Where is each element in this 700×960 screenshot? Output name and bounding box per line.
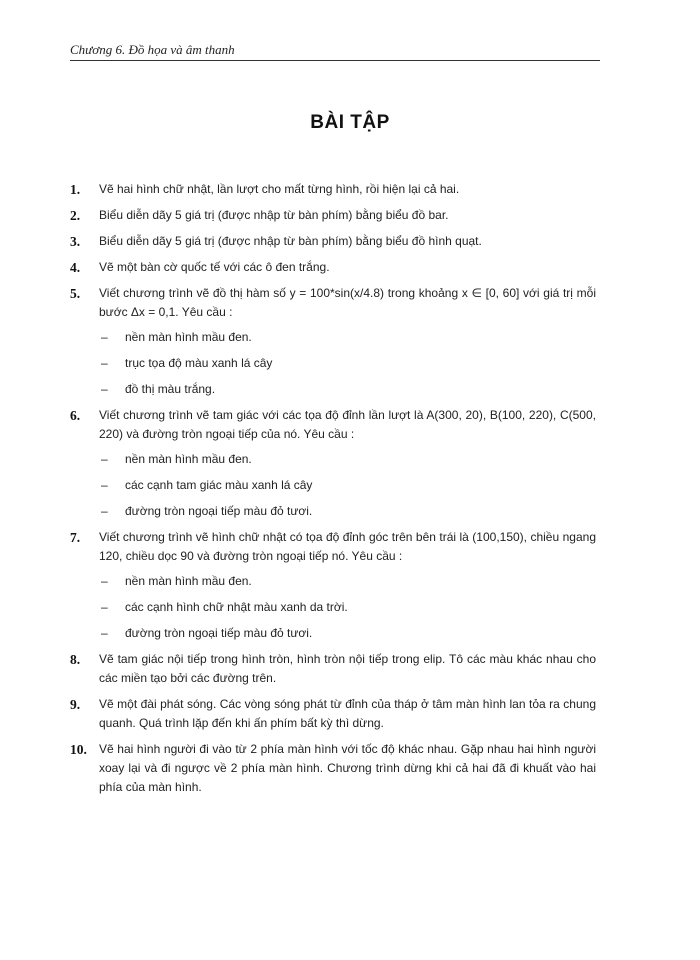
requirement-dash: – [101, 574, 108, 588]
exercise-text: Biểu diễn dãy 5 giá trị (được nhập từ bàn phím) bằng biểu đồ bar. [99, 208, 449, 222]
requirement-item [99, 328, 596, 347]
exercise-text: Viết chương trình vẽ đồ thị hàm số y = 100*sin(x/4.8) trong khoảng x ∈ [0, 60] với giá trị mỗi bước Δx = 0,1. Yêu cầu : [99, 286, 596, 319]
requirement-text: các cạnh tam giác màu xanh lá cây [125, 478, 313, 492]
running-header: Chương 6. Đồ họa và âm thanh [70, 42, 235, 57]
exercise-text: Viết chương trình vẽ tam giác với các tọa độ đỉnh lần lượt là A(300, 20), B(100, 220), C(500, 220) và đường tròn ngoại tiếp của nó. Yêu cầu : [99, 408, 596, 441]
requirement-dash: – [101, 600, 108, 614]
exercise-item [70, 406, 596, 521]
requirement-item [99, 572, 596, 591]
exercise-text: Viết chương trình vẽ hình chữ nhật có tọa độ đỉnh góc trên bên trái là (100,150), chiều ngang 120, chiều dọc 90 và đường tròn ngoại tiếp nó. Yêu cầu : [99, 530, 596, 563]
requirement-text: trục tọa độ màu xanh lá cây [125, 356, 273, 370]
requirement-item [99, 354, 596, 373]
requirement-item [99, 380, 596, 399]
exercise-number: 6. [70, 408, 81, 423]
requirement-text: nền màn hình mầu đen. [125, 574, 252, 588]
requirement-list [99, 328, 596, 399]
exercise-item [70, 232, 596, 251]
requirement-text: đường tròn ngoại tiếp màu đỏ tươi. [125, 626, 313, 640]
requirement-item [99, 598, 596, 617]
exercise-text: Vẽ một đài phát sóng. Các vòng sóng phát từ đỉnh của tháp ở tâm màn hình lan tỏa ra chung quanh. Quá trình lặp đến khi ấn phím bất kỳ thì dừng. [99, 697, 596, 730]
exercise-text: Biểu diễn dãy 5 giá trị (được nhập từ bàn phím) bằng biểu đồ hình quạt. [99, 234, 482, 248]
exercise-item [70, 528, 596, 643]
requirement-item [99, 450, 596, 469]
requirement-text: đường tròn ngoại tiếp màu đỏ tươi. [125, 504, 313, 518]
requirement-text: nền màn hình mầu đen. [125, 330, 252, 344]
exercise-item [70, 258, 596, 277]
exercise-number: 5. [70, 286, 81, 301]
header-rule [70, 60, 600, 61]
exercise-item [70, 740, 596, 797]
requirement-item [99, 476, 596, 495]
exercise-text: Vẽ hai hình người đi vào từ 2 phía màn hình với tốc độ khác nhau. Gặp nhau hai hình người xoay lại và đi ngược về 2 phía màn hình. Chương trình dừng khi cả hai đã đi khuất vào hai phía của màn hình. [99, 742, 596, 794]
requirement-item [99, 502, 596, 521]
exercise-text: Vẽ một bàn cờ quốc tế với các ô đen trắng. [99, 260, 330, 274]
exercise-item [70, 206, 596, 225]
exercise-number: 1. [70, 182, 81, 197]
exercise-text: Vẽ tam giác nội tiếp trong hình tròn, hình tròn nội tiếp trong elip. Tô các màu khác nhau cho các miền tạo bởi các đường trên. [99, 652, 596, 685]
exercise-list [70, 180, 596, 804]
exercise-number: 3. [70, 234, 81, 249]
requirement-dash: – [101, 504, 108, 518]
requirement-dash: – [101, 330, 108, 344]
exercise-number: 4. [70, 260, 81, 275]
requirement-dash: – [101, 356, 108, 370]
exercise-number: 10. [70, 742, 87, 757]
requirement-list [99, 450, 596, 521]
page-title: BÀI TẬP [310, 112, 390, 133]
exercise-item [70, 650, 596, 688]
exercise-item [70, 695, 596, 733]
exercise-number: 8. [70, 652, 81, 667]
requirement-dash: – [101, 478, 108, 492]
exercise-item [70, 180, 596, 199]
requirement-dash: – [101, 452, 108, 466]
requirement-list [99, 572, 596, 643]
requirement-text: các cạnh hình chữ nhật màu xanh da trời. [125, 600, 348, 614]
exercise-number: 7. [70, 530, 81, 545]
requirement-text: nền màn hình mầu đen. [125, 452, 252, 466]
requirement-item [99, 624, 596, 643]
exercise-text: Vẽ hai hình chữ nhật, lần lượt cho mất từng hình, rồi hiện lại cả hai. [99, 182, 460, 196]
requirement-text: đồ thị màu trắng. [125, 382, 216, 396]
requirement-dash: – [101, 626, 108, 640]
requirement-dash: – [101, 382, 108, 396]
exercise-number: 9. [70, 697, 81, 712]
exercise-item [70, 284, 596, 399]
exercise-number: 2. [70, 208, 81, 223]
